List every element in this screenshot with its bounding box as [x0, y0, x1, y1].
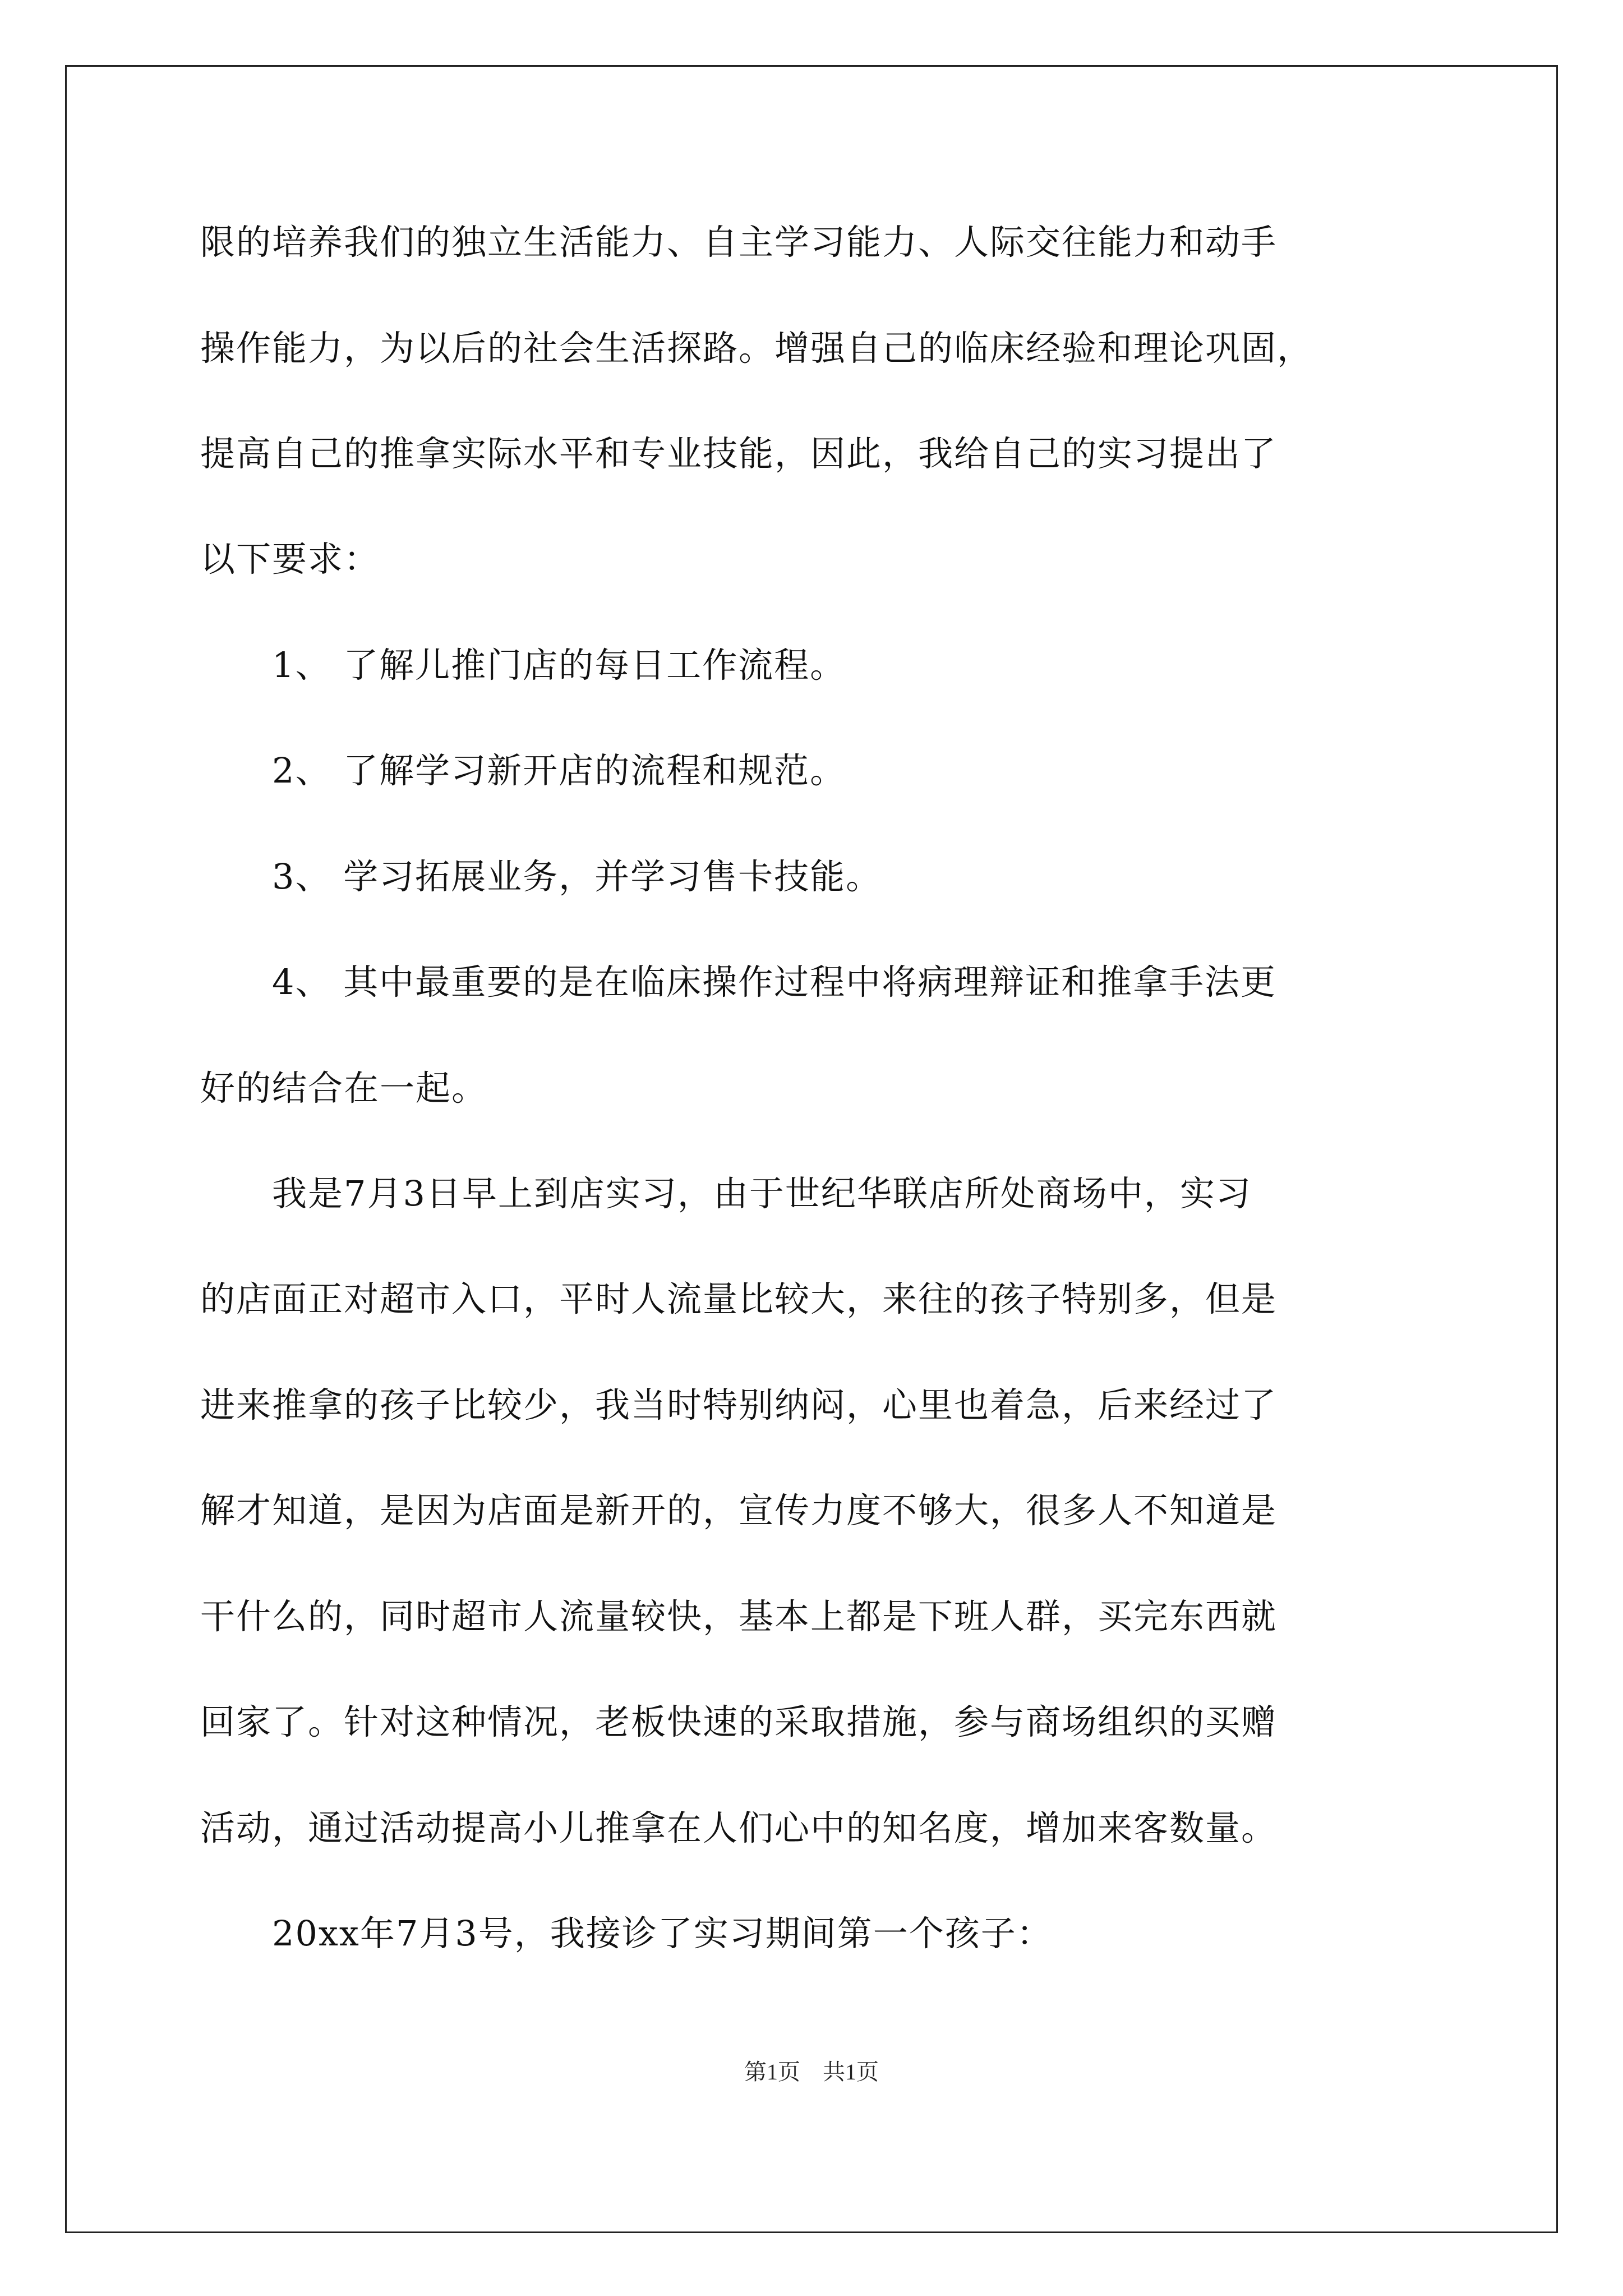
text-line: 活动，通过活动提高小儿推拿在人们心中的知名度，增加来客数量。	[200, 1807, 1278, 1848]
page-border	[65, 65, 1558, 2233]
text-line: 操作能力，为以后的社会生活探路。增强自己的临床经验和理论巩固，	[200, 328, 1313, 369]
text-line: 限的培养我们的独立生活能力、自主学习能力、人际交往能力和动手	[200, 222, 1278, 263]
text-line: 的店面正对超市入口，平时人流量比较大，来往的孩子特别多，但是	[200, 1278, 1278, 1319]
text-line: 回家了。针对这种情况，老板快速的采取措施，参与商场组织的买赠	[200, 1701, 1278, 1742]
list-item: 3、 学习拓展业务，并学习售卡技能。	[272, 856, 882, 897]
text-line: 干什么的，同时超市人流量较快，基本上都是下班人群，买完东西就	[200, 1596, 1278, 1637]
page-footer: 第1页 共1页	[744, 2059, 879, 2085]
list-item: 2、 了解学习新开店的流程和规范。	[272, 750, 846, 791]
text-line: 好的结合在一起。	[200, 1068, 488, 1108]
text-line: 解才知道，是因为店面是新开的，宣传力度不够大，很多人不知道是	[200, 1490, 1278, 1531]
list-item: 1、 了解儿推门店的每日工作流程。	[272, 645, 846, 685]
text-line: 以下要求：	[200, 539, 380, 579]
paragraph-start: 20xx年7月3号，我接诊了实习期间第一个孩子：	[272, 1913, 1053, 1954]
list-item: 4、 其中最重要的是在临床操作过程中将病理辩证和推拿手法更	[272, 961, 1277, 1002]
text-line: 进来推拿的孩子比较少，我当时特别纳闷，心里也着急，后来经过了	[200, 1384, 1278, 1425]
paragraph-start: 我是7月3日早上到店实习，由于世纪华联店所处商场中，实习	[272, 1173, 1252, 1214]
text-line: 提高自己的推拿实际水平和专业技能，因此，我给自己的实习提出了	[200, 433, 1278, 474]
